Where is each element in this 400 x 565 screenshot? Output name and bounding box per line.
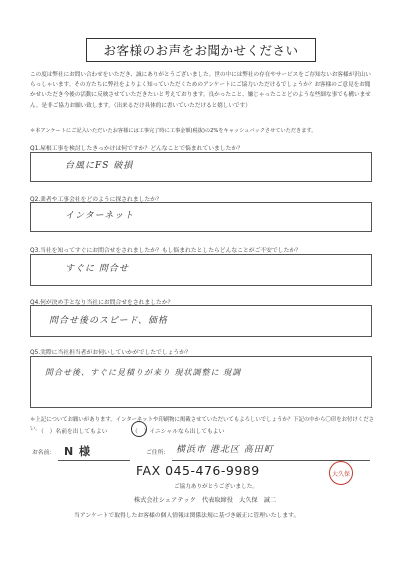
question-5-answer: 問合せ後、すぐに見積りが来り 現状調整に 現調 — [45, 368, 242, 377]
privacy-note: 当アンケートで取得したお客様の個人情報は関係法規に基づき厳正に管理いたします。 — [74, 513, 300, 519]
question-4-label: Q4.何が決め手となり当社にお問合せをされましたか？ — [30, 300, 174, 306]
question-5-answer-box[interactable] — [30, 356, 372, 408]
thanks-text: ご協力ありがとうございました。 — [174, 484, 258, 490]
question-1-answer: 台風にFS 破損 — [65, 161, 134, 171]
address-value: 横浜市 港北区 高田町 — [176, 445, 274, 455]
intro-text: この度は弊社にお問い合わせをいただき、誠にありがとうございました。世の中には弊社の存在やサービスをご存知ないお客様が沢山いらっしゃいます。その方たちに弊社をよりよく知っていただくためのアンケートにご協力いただけるでしょうか？お客様のご意見をお聞かせいただき今後の活動に反映させていただきたいと考えております。良かったこと、嫌じゃったことどのような些細な事でも構いません。是非ご協力お願い致します。（出来るだけ具体的に書いていただけると嬉しいです） — [30, 72, 371, 109]
question-1-label: Q1.屋根工事を検討したきっかけは何ですか？どんなことで悩まれていましたか？ — [30, 146, 243, 152]
question-2-label: Q2.業者や工事会社をどのように探されましたか？ — [30, 197, 162, 203]
circle-selection-mark — [131, 421, 147, 437]
question-3-answer-box[interactable] — [30, 254, 372, 286]
fax-number: FAX 045-476-9989 — [136, 463, 260, 478]
cashback-note: ＊本アンケートにご記入いただいたお客様には工事完了時に工事金額(税抜)の2%をキャッシュバックさせていただきます。 — [30, 128, 317, 134]
question-3-answer: すぐに 問合せ — [65, 264, 129, 274]
company-seal: 大久保 — [329, 461, 353, 485]
choice-initial-only[interactable]: （ ）イニシャルなら出してもよい — [132, 429, 225, 435]
page-title: お客様のお声をお聞かせください — [86, 38, 316, 62]
question-2-answer-box[interactable] — [30, 202, 372, 232]
question-4-answer-box[interactable] — [30, 305, 372, 337]
question-2-answer: インターネット — [65, 211, 135, 221]
question-3-label: Q3.当社を知ってすぐにお問合せをされましたか？もし悩まれたとしたらどんなことがご不安でしたか？ — [30, 248, 301, 254]
address-label: ご住所： — [146, 450, 170, 456]
question-5-label: Q5.実際に当社担当者がお伺いしていかがでしたでしょうか？ — [30, 350, 191, 356]
name-underline — [58, 460, 130, 461]
name-label: お名前： — [32, 450, 56, 456]
name-value: N 様 — [64, 445, 92, 458]
company-info: 株式会社シェアテック 代表取締役 大久保 誠二 — [134, 497, 277, 504]
publish-permission-note: ＊上記についてお願いがあります。インターネットや印刷物に掲載させていただいてもよろしいでしょうか？下記の中から〇印をお付けください。 — [30, 417, 374, 432]
choice-show-name[interactable]: （ ）名前を出してもよい — [38, 429, 108, 435]
question-1-answer-box[interactable] — [30, 152, 372, 182]
question-4-answer: 問合せ後のスピード、価格 — [49, 316, 168, 326]
